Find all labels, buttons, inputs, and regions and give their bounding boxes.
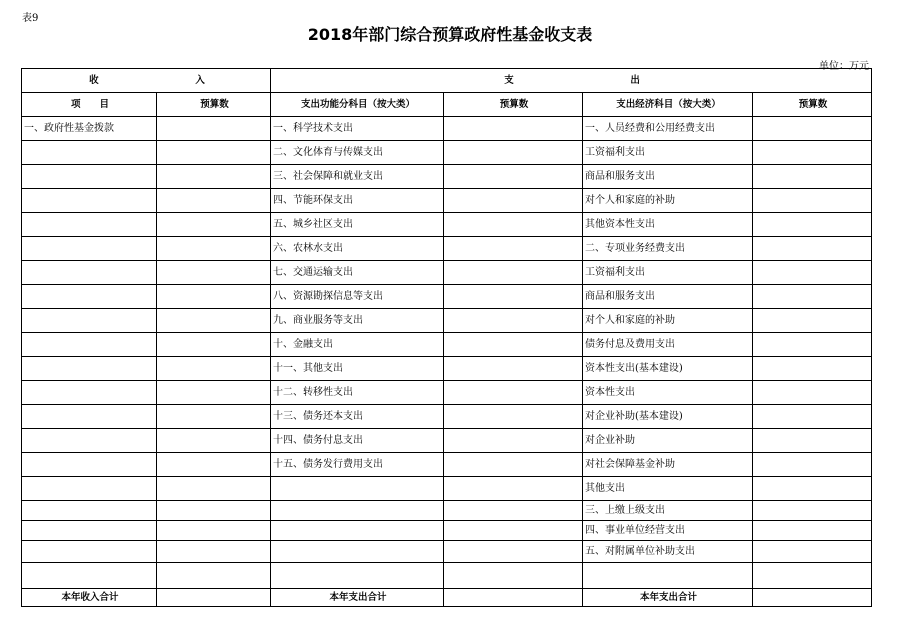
col-func-header: 支出功能分科目（按大类） [271, 93, 444, 117]
func-item-cell [271, 521, 444, 541]
table-row [22, 563, 872, 589]
econ-item-cell: 商品和服务支出 [583, 285, 753, 309]
func-item-cell: 二、文化体育与传媒支出 [271, 141, 444, 165]
table-row [22, 261, 872, 285]
func-item-cell: 三、社会保障和就业支出 [271, 165, 444, 189]
income-item-cell [22, 333, 157, 357]
income-item-cell [22, 285, 157, 309]
income-budget-cell [157, 213, 271, 237]
econ-item-cell: 对企业补助(基本建设) [583, 405, 753, 429]
table-row [22, 501, 872, 521]
func-budget-cell [444, 405, 583, 429]
table-row [22, 405, 872, 429]
func-budget-cell [444, 333, 583, 357]
empty-cell [22, 563, 157, 589]
econ-total-label: 本年支出合计 [583, 589, 753, 607]
func-budget-cell [444, 261, 583, 285]
table-row [22, 429, 872, 453]
table-row [22, 189, 872, 213]
income-budget-cell [157, 381, 271, 405]
income-item-cell [22, 165, 157, 189]
income-budget-cell [157, 521, 271, 541]
func-budget-cell [444, 501, 583, 521]
table-row [22, 381, 872, 405]
func-item-cell: 十三、债务还本支出 [271, 405, 444, 429]
income-header-char-1: 收 [89, 74, 99, 86]
func-budget-cell [444, 117, 583, 141]
econ-budget-cell [753, 453, 872, 477]
budget-table [21, 68, 872, 607]
econ-item-cell: 三、上缴上级支出 [583, 501, 753, 521]
econ-item-cell: 商品和服务支出 [583, 165, 753, 189]
econ-budget-cell [753, 521, 872, 541]
table-row [22, 453, 872, 477]
income-budget-cell [157, 405, 271, 429]
econ-item-cell: 对个人和家庭的补助 [583, 309, 753, 333]
econ-budget-cell [753, 165, 872, 189]
func-budget-cell [444, 189, 583, 213]
empty-cell [753, 563, 872, 589]
income-budget-cell [157, 189, 271, 213]
income-budget-cell [157, 285, 271, 309]
econ-item-cell: 五、对附属单位补助支出 [583, 541, 753, 563]
table-row [22, 165, 872, 189]
col-econ-header: 支出经济科目（按大类） [583, 93, 753, 117]
income-budget-cell [157, 309, 271, 333]
econ-budget-cell [753, 405, 872, 429]
column-header-row [22, 93, 872, 117]
econ-budget-cell [753, 117, 872, 141]
table-row [22, 541, 872, 563]
income-total-label: 本年收入合计 [22, 589, 157, 607]
func-budget-cell [444, 165, 583, 189]
econ-item-cell: 工资福利支出 [583, 261, 753, 285]
econ-item-cell: 对个人和家庭的补助 [583, 189, 753, 213]
func-item-cell: 九、商业服务等支出 [271, 309, 444, 333]
table-row [22, 309, 872, 333]
income-item-cell: 一、政府性基金拨款 [22, 117, 157, 141]
income-budget-cell [157, 357, 271, 381]
table-row [22, 477, 872, 501]
income-item-cell [22, 541, 157, 563]
func-item-cell: 十四、债务付息支出 [271, 429, 444, 453]
func-budget-cell [444, 453, 583, 477]
income-item-cell [22, 453, 157, 477]
econ-budget-cell [753, 357, 872, 381]
func-total-label: 本年支出合计 [271, 589, 444, 607]
func-item-cell: 八、资源勘探信息等支出 [271, 285, 444, 309]
func-budget-cell [444, 357, 583, 381]
income-item-cell [22, 357, 157, 381]
income-budget-cell [157, 117, 271, 141]
income-item-cell [22, 405, 157, 429]
func-budget-cell [444, 477, 583, 501]
income-item-cell [22, 189, 157, 213]
income-budget-cell [157, 237, 271, 261]
table-row [22, 285, 872, 309]
func-item-cell: 七、交通运输支出 [271, 261, 444, 285]
table-row [22, 521, 872, 541]
income-item-cell [22, 261, 157, 285]
income-item-cell [22, 237, 157, 261]
econ-budget-cell [753, 237, 872, 261]
econ-budget-cell [753, 501, 872, 521]
func-item-cell: 十五、债务发行费用支出 [271, 453, 444, 477]
econ-item-cell: 资本性支出(基本建设) [583, 357, 753, 381]
econ-budget-cell [753, 261, 872, 285]
econ-budget-cell [753, 285, 872, 309]
func-budget-cell [444, 429, 583, 453]
econ-item-cell: 资本性支出 [583, 381, 753, 405]
func-item-cell: 十一、其他支出 [271, 357, 444, 381]
econ-item-cell: 其他支出 [583, 477, 753, 501]
econ-item-cell: 对企业补助 [583, 429, 753, 453]
section-header-row [22, 69, 872, 93]
func-item-cell: 六、农林水支出 [271, 237, 444, 261]
table-row [22, 357, 872, 381]
income-budget-cell [157, 501, 271, 521]
income-budget-cell [157, 165, 271, 189]
func-item-cell: 十二、转移性支出 [271, 381, 444, 405]
totals-row [22, 589, 872, 607]
econ-budget-cell [753, 189, 872, 213]
income-budget-cell [157, 333, 271, 357]
expense-header-char-2: 出 [630, 74, 640, 86]
func-budget-cell [444, 237, 583, 261]
empty-cell [271, 563, 444, 589]
income-budget-cell [157, 429, 271, 453]
income-item-cell [22, 429, 157, 453]
econ-item-cell: 对社会保障基金补助 [583, 453, 753, 477]
econ-budget-cell [753, 477, 872, 501]
econ-item-cell: 四、事业单位经营支出 [583, 521, 753, 541]
econ-budget-cell [753, 141, 872, 165]
col-budget-header-1: 预算数 [157, 93, 271, 117]
func-budget-cell [444, 309, 583, 333]
expense-header-char-1: 支 [504, 74, 514, 86]
econ-item-cell: 二、专项业务经费支出 [583, 237, 753, 261]
econ-budget-cell [753, 309, 872, 333]
econ-budget-cell [753, 333, 872, 357]
econ-total-value [753, 589, 872, 607]
income-section-header [22, 69, 271, 93]
func-item-cell: 四、节能环保支出 [271, 189, 444, 213]
econ-item-cell: 债务付息及费用支出 [583, 333, 753, 357]
func-budget-cell [444, 141, 583, 165]
income-item-cell [22, 381, 157, 405]
income-item-cell [22, 477, 157, 501]
func-item-cell [271, 541, 444, 563]
econ-budget-cell [753, 381, 872, 405]
table-row [22, 333, 872, 357]
econ-item-cell: 一、人员经费和公用经费支出 [583, 117, 753, 141]
func-budget-cell [444, 285, 583, 309]
func-budget-cell [444, 381, 583, 405]
income-item-cell [22, 141, 157, 165]
econ-budget-cell [753, 429, 872, 453]
func-item-cell: 五、城乡社区支出 [271, 213, 444, 237]
page-title: 2018年部门综合预算政府性基金收支表 [307, 25, 593, 44]
income-budget-cell [157, 541, 271, 563]
income-item-cell [22, 213, 157, 237]
income-header-char-2: 入 [195, 74, 205, 86]
income-item-cell [22, 501, 157, 521]
table-number: 表9 [22, 13, 39, 24]
func-budget-cell [444, 213, 583, 237]
col-item-header: 项 目 [22, 93, 157, 117]
table-row [22, 237, 872, 261]
table-row [22, 117, 872, 141]
income-budget-cell [157, 141, 271, 165]
econ-item-cell: 其他资本性支出 [583, 213, 753, 237]
unit-label: 单位：万元 [819, 61, 869, 72]
func-total-value [444, 589, 583, 607]
empty-cell [157, 563, 271, 589]
income-budget-cell [157, 261, 271, 285]
empty-cell [444, 563, 583, 589]
col-budget-header-2: 预算数 [444, 93, 583, 117]
income-total-value [157, 589, 271, 607]
func-item-cell: 一、科学技术支出 [271, 117, 444, 141]
func-item-cell [271, 501, 444, 521]
income-item-cell [22, 309, 157, 333]
econ-budget-cell [753, 213, 872, 237]
func-budget-cell [444, 521, 583, 541]
table-row [22, 213, 872, 237]
income-budget-cell [157, 453, 271, 477]
income-budget-cell [157, 477, 271, 501]
empty-cell [583, 563, 753, 589]
func-budget-cell [444, 541, 583, 563]
col-budget-header-3: 预算数 [753, 93, 872, 117]
func-item-cell: 十、金融支出 [271, 333, 444, 357]
expense-section-header [271, 69, 872, 93]
income-item-cell [22, 521, 157, 541]
table-row [22, 141, 872, 165]
econ-budget-cell [753, 541, 872, 563]
func-item-cell [271, 477, 444, 501]
econ-item-cell: 工资福利支出 [583, 141, 753, 165]
